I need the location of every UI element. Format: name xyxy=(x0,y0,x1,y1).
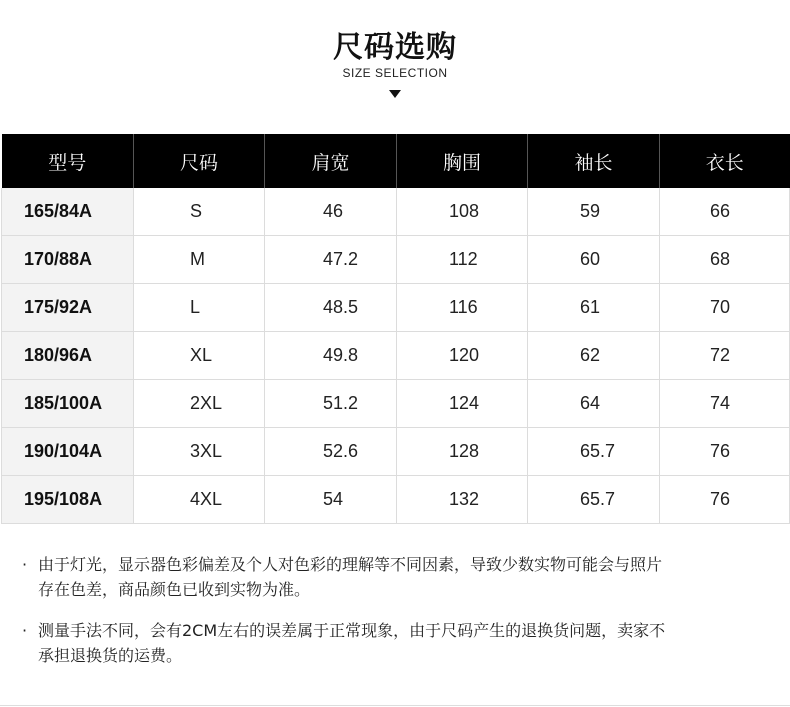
cell-shoulder: 48.5 xyxy=(265,284,397,332)
cell-model: 175/92A xyxy=(2,284,134,332)
table-row xyxy=(2,236,790,284)
cell-shoulder: 51.2 xyxy=(265,380,397,428)
cell-model: 190/104A xyxy=(2,428,134,476)
table-row xyxy=(2,476,790,524)
cell-length: 76 xyxy=(660,428,790,476)
table-header xyxy=(2,134,790,188)
column-header-shoulder: 肩宽 xyxy=(265,134,397,188)
table-row xyxy=(2,380,790,428)
cell-size: M xyxy=(134,236,265,284)
cell-shoulder: 54 xyxy=(265,476,397,524)
cell-chest: 120 xyxy=(397,332,528,380)
cell-model: 185/100A xyxy=(2,380,134,428)
cell-sleeve: 65.7 xyxy=(528,428,660,476)
note-line: 测量手法不同，会有2CM左右的误差属于正常现象，由于尺码产生的退换货问题，卖家不 xyxy=(38,621,666,640)
cell-length: 70 xyxy=(660,284,790,332)
cell-size: XL xyxy=(134,332,265,380)
bullet-icon: · xyxy=(22,621,28,640)
table-row xyxy=(2,428,790,476)
cell-size: 4XL xyxy=(134,476,265,524)
table-body xyxy=(2,188,790,524)
cell-model: 195/108A xyxy=(2,476,134,524)
table-row xyxy=(2,188,790,236)
cell-sleeve: 60 xyxy=(528,236,660,284)
table-row xyxy=(2,332,790,380)
cell-length: 66 xyxy=(660,188,790,236)
cell-size: 3XL xyxy=(134,428,265,476)
bottom-divider xyxy=(0,705,790,706)
note-item xyxy=(22,552,772,602)
cell-sleeve: 59 xyxy=(528,188,660,236)
cell-length: 76 xyxy=(660,476,790,524)
note-line: 承担退换货的运费。 xyxy=(38,646,183,665)
column-header-chest: 胸围 xyxy=(397,134,528,188)
column-header-sleeve: 袖长 xyxy=(528,134,660,188)
page-title: 尺码选购 xyxy=(333,30,457,65)
cell-shoulder: 47.2 xyxy=(265,236,397,284)
table-row xyxy=(2,284,790,332)
cell-model: 170/88A xyxy=(2,236,134,284)
cell-chest: 128 xyxy=(397,428,528,476)
cell-sleeve: 65.7 xyxy=(528,476,660,524)
notes-section xyxy=(22,552,772,684)
cell-chest: 116 xyxy=(397,284,528,332)
cell-shoulder: 49.8 xyxy=(265,332,397,380)
cell-shoulder: 46 xyxy=(265,188,397,236)
cell-chest: 112 xyxy=(397,236,528,284)
note-item xyxy=(22,618,772,668)
cell-size: S xyxy=(134,188,265,236)
cell-model: 165/84A xyxy=(2,188,134,236)
cell-sleeve: 64 xyxy=(528,380,660,428)
note-line: 存在色差，商品颜色已收到实物为准。 xyxy=(38,580,311,599)
cell-sleeve: 61 xyxy=(528,284,660,332)
cell-model: 180/96A xyxy=(2,332,134,380)
cell-length: 72 xyxy=(660,332,790,380)
header-row xyxy=(2,134,790,188)
cell-chest: 132 xyxy=(397,476,528,524)
cell-length: 74 xyxy=(660,380,790,428)
cell-length: 68 xyxy=(660,236,790,284)
column-header-model: 型号 xyxy=(2,134,134,188)
note-line: 由于灯光，显示器色彩偏差及个人对色彩的理解等不同因素，导致少数实物可能会与照片 xyxy=(38,555,663,574)
cell-chest: 108 xyxy=(397,188,528,236)
cell-shoulder: 52.6 xyxy=(265,428,397,476)
cell-chest: 124 xyxy=(397,380,528,428)
triangle-down-icon xyxy=(389,90,401,98)
bullet-icon: · xyxy=(22,555,28,574)
cell-size: 2XL xyxy=(134,380,265,428)
column-header-length: 衣长 xyxy=(660,134,790,188)
page-subtitle: SIZE SELECTION xyxy=(342,66,448,80)
size-table xyxy=(1,134,790,524)
column-header-size: 尺码 xyxy=(134,134,265,188)
cell-size: L xyxy=(134,284,265,332)
cell-sleeve: 62 xyxy=(528,332,660,380)
